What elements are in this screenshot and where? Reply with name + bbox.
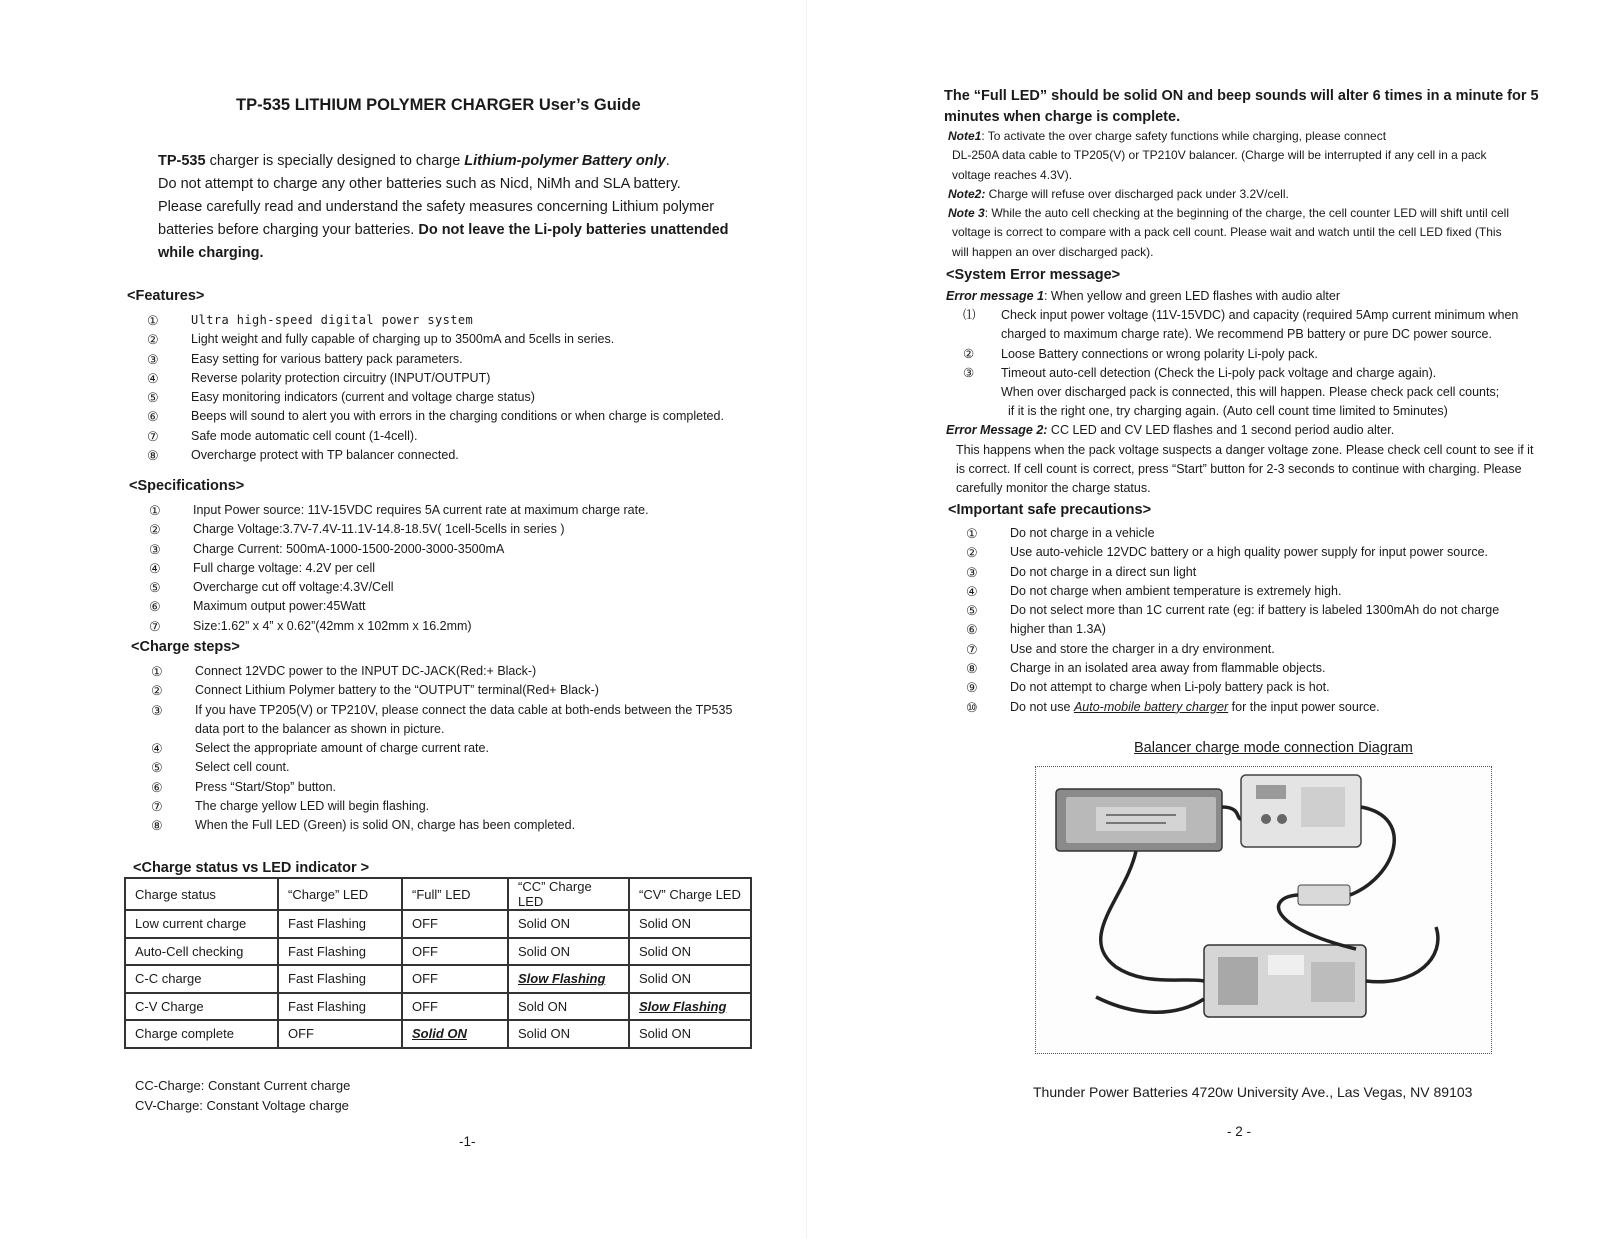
- specifications-list: [147, 501, 787, 636]
- balancer-connection-diagram: [1035, 766, 1492, 1054]
- item-text: Reverse polarity protection circuitry (INPUT/OUTPUT): [191, 370, 491, 385]
- list-item: [147, 501, 787, 520]
- item-text: Beeps will sound to alert you with errors in the charging conditions or when charge is completed.: [191, 409, 724, 424]
- charge-steps-list: [149, 662, 789, 836]
- table-header-cell: “CC” Charge LED: [508, 878, 629, 910]
- item-number: ③: [149, 541, 161, 557]
- table-cell: Fast Flashing: [278, 993, 402, 1021]
- note-text: : To activate the over charge safety functions while charging, please connect: [981, 129, 1387, 143]
- abbreviation-cc: CC-Charge: Constant Current charge: [135, 1078, 351, 1093]
- item-number: ①: [151, 664, 163, 679]
- list-item-cont: [149, 720, 789, 739]
- table-cell: OFF: [278, 1020, 402, 1048]
- list-item: [147, 540, 787, 559]
- table-cell: Low current charge: [125, 910, 278, 938]
- item-text: Easy setting for various battery pack parameters.: [191, 351, 463, 366]
- item-number: ④: [966, 583, 978, 599]
- item-text: When over discharged pack is connected, this will happen. Please check pack cell counts;: [1001, 385, 1500, 400]
- intro-line1: charger is specially designed to charge: [205, 153, 465, 169]
- full-led-header: [944, 86, 1584, 128]
- list-item: [964, 659, 1604, 678]
- table-header-cell: “CV” Charge LED: [629, 878, 751, 910]
- list-item: [147, 578, 787, 597]
- page-2: [807, 0, 1614, 1239]
- item-text: higher than 1.3A): [1010, 622, 1106, 637]
- item-number: ⑥: [151, 779, 163, 795]
- item-text: Light weight and fully capable of charging up to 3500mA and 5cells in series.: [191, 332, 615, 347]
- led-status-table: [124, 877, 752, 1049]
- list-item: [149, 681, 789, 700]
- table-cell: OFF: [402, 993, 508, 1021]
- intro-warning: Do not leave the Li-poly batteries unattended: [418, 222, 729, 238]
- table-row: [125, 910, 751, 938]
- abbreviations: [135, 1076, 350, 1116]
- table-header-cell: “Charge” LED: [278, 878, 402, 910]
- table-cell: Auto-Cell checking: [125, 938, 278, 966]
- data-cable-connector-icon: [1298, 885, 1350, 905]
- intro-line3: Please carefully read and understand the safety measures concerning Lithium polymer: [158, 199, 715, 215]
- item-number: ②: [149, 522, 161, 538]
- item-number: ⑥: [149, 599, 161, 615]
- list-item: [946, 364, 1591, 383]
- note3-label: Note 3: [948, 206, 985, 221]
- item-text-end: for the input power source.: [1228, 699, 1380, 714]
- table-header-cell: Charge status: [125, 878, 278, 910]
- table-cell: [629, 993, 751, 1021]
- item-number: ②: [147, 332, 159, 348]
- list-item: [964, 620, 1604, 639]
- item-text: Ultra high-speed digital power system: [191, 313, 474, 327]
- item-text: Connect Lithium Polymer battery to the “OUTPUT” terminal(Red+ Black-): [195, 683, 599, 698]
- table-cell: Charge complete: [125, 1020, 278, 1048]
- header-line: The “Full LED” should be solid ON and beep sounds will alter 6 times in a minute for 5: [944, 88, 1539, 104]
- item-number: ③: [151, 702, 163, 718]
- charge-steps-heading: <Charge steps>: [131, 639, 240, 655]
- note2-label: Note2:: [948, 186, 986, 201]
- item-text: If you have TP205(V) or TP210V, please connect the data cable at both-ends between the TP535: [195, 702, 733, 717]
- note-text: voltage is correct to compare with a pack cell count. Please wait and watch until the cell LED fixed (This: [952, 225, 1502, 240]
- list-item: [145, 446, 785, 465]
- item-text: Do not charge in a vehicle: [1010, 526, 1155, 540]
- intro-paragraph: [158, 150, 778, 265]
- item-text: Do not attempt to charge when Li-poly battery pack is hot.: [1010, 680, 1330, 695]
- list-item: [147, 559, 787, 578]
- table-row: [125, 965, 751, 993]
- table-cell: Solid ON: [629, 938, 751, 966]
- item-text: When the Full LED (Green) is solid ON, charge has been completed.: [195, 818, 576, 833]
- table-cell: Solid ON: [629, 965, 751, 993]
- item-text: Easy monitoring indicators (current and voltage charge status): [191, 390, 535, 405]
- item-text-start: Do not use: [1010, 699, 1074, 714]
- table-row: [125, 993, 751, 1021]
- list-item: [964, 582, 1604, 601]
- intro-line1-end: .: [665, 153, 670, 169]
- item-text: Timeout auto-cell detection (Check the Li-poly pack voltage and charge again).: [1001, 365, 1437, 380]
- company-footer: Thunder Power Batteries 4720w University Ave., Las Vegas, NV 89103: [1033, 1084, 1473, 1100]
- item-number: ⑤: [151, 760, 163, 776]
- list-item: [946, 345, 1591, 364]
- table-cell: OFF: [402, 965, 508, 993]
- intro-line2: Do not attempt to charge any other batteries such as Nicd, NiMh and SLA battery.: [158, 176, 681, 192]
- list-item: [964, 698, 1604, 717]
- table-cell: Fast Flashing: [278, 965, 402, 993]
- list-item: [149, 662, 789, 681]
- item-text: Do not charge in a direct sun light: [1010, 564, 1197, 579]
- table-cell: Solid ON: [508, 1020, 629, 1048]
- features-list: [145, 311, 785, 465]
- balancer-device-icon: [1241, 775, 1361, 847]
- header-line: minutes when charge is complete.: [944, 109, 1181, 125]
- table-cell: Solid ON: [629, 1020, 751, 1048]
- table-header-cell: “Full” LED: [402, 878, 508, 910]
- diagram-title: Balancer charge mode connection Diagram: [1134, 740, 1413, 756]
- led-table-heading: <Charge status vs LED indicator >: [133, 860, 370, 876]
- list-item: [145, 350, 785, 369]
- emphasized-value: Solid ON: [412, 1026, 467, 1042]
- abbreviation-cv: CV-Charge: Constant Voltage charge: [135, 1098, 349, 1113]
- item-number: ⑦: [147, 428, 159, 444]
- system-error-block: [946, 287, 1591, 498]
- item-text: Overcharge protect with TP balancer connected.: [191, 448, 459, 463]
- item-number: ⑥: [966, 622, 978, 638]
- table-header-row: [125, 878, 751, 910]
- list-item: [145, 369, 785, 388]
- item-number: ⑧: [966, 661, 978, 677]
- table-row: [125, 938, 751, 966]
- item-number: ⑤: [147, 390, 159, 406]
- item-text: Charge Current: 500mA-1000-1500-2000-3000-3500mA: [193, 541, 505, 556]
- list-item: [147, 520, 787, 539]
- features-heading: <Features>: [127, 288, 205, 304]
- item-number: ⑧: [147, 448, 159, 464]
- item-text: Size:1.62” x 4” x 0.62”(42mm x 102mm x 16.2mm): [193, 618, 472, 633]
- list-item: [964, 678, 1604, 697]
- error-text: is correct. If cell count is correct, press “Start” button for 2-3 seconds to continue with charging. Please: [956, 461, 1522, 476]
- table-cell: Solid ON: [508, 938, 629, 966]
- precautions-list: [964, 524, 1604, 717]
- note-text: DL-250A data cable to TP205(V) or TP210V balancer. (Charge will be interrupted if any cell in a pack: [952, 148, 1487, 163]
- notes-block: [948, 127, 1588, 262]
- item-text: Safe mode automatic cell count (1-4cell).: [191, 428, 418, 443]
- item-number: ④: [149, 560, 161, 576]
- charger-device-icon: [1204, 945, 1366, 1017]
- specifications-heading: <Specifications>: [129, 478, 245, 494]
- table-cell: OFF: [402, 910, 508, 938]
- list-item: [964, 524, 1604, 543]
- error-text: This happens when the pack voltage suspects a danger voltage zone. Please check cell count to see if it: [956, 442, 1534, 457]
- list-item: [149, 701, 789, 720]
- table-cell: Solid ON: [508, 910, 629, 938]
- item-number: ②: [966, 545, 978, 561]
- error1-label: Error message 1: [946, 289, 1044, 303]
- item-number: ⑦: [966, 641, 978, 657]
- table-cell: [402, 1020, 508, 1048]
- list-item: [147, 617, 787, 636]
- emphasized-value: Slow Flashing: [518, 971, 606, 987]
- item-number: ⑥: [147, 409, 159, 425]
- system-error-heading: <System Error message>: [946, 267, 1121, 283]
- table-cell: [508, 965, 629, 993]
- error-text: carefully monitor the charge status.: [956, 481, 1151, 496]
- item-number: ③: [147, 351, 159, 367]
- item-number: ①: [149, 503, 161, 518]
- item-text: Do not charge when ambient temperature is extremely high.: [1010, 583, 1342, 598]
- table-cell: Fast Flashing: [278, 910, 402, 938]
- item-number: ②: [151, 683, 163, 699]
- item-text: Charge Voltage:3.7V-7.4V-11.1V-14.8-18.5V( 1cell-5cells in series ): [193, 522, 565, 537]
- list-item: [145, 427, 785, 446]
- item-text: Charge in an isolated area away from flammable objects.: [1010, 661, 1326, 676]
- table-cell: C-V Charge: [125, 993, 278, 1021]
- item-number: ①: [966, 526, 978, 541]
- error-text: : When yellow and green LED flashes with audio alter: [1043, 289, 1340, 303]
- item-text: data port to the balancer as shown in picture.: [195, 721, 445, 736]
- item-number: ④: [147, 370, 159, 386]
- page-number: -1-: [459, 1134, 476, 1149]
- item-text: Loose Battery connections or wrong polarity Li-poly pack.: [1001, 346, 1318, 361]
- item-number: ⑦: [149, 618, 161, 634]
- list-item: [147, 597, 787, 616]
- item-text: Press “Start/Stop” button.: [195, 779, 337, 794]
- list-item: [946, 306, 1591, 325]
- error2-label: Error Message 2:: [946, 423, 1048, 438]
- list-item: [149, 758, 789, 777]
- item-text: Input Power source: 11V-15VDC requires 5A current rate at maximum charge rate.: [193, 503, 649, 517]
- item-text: Full charge voltage: 4.2V per cell: [193, 560, 376, 575]
- list-item: [964, 601, 1604, 620]
- item-text: Connect 12VDC power to the INPUT DC-JACK(Red:+ Black-): [195, 664, 537, 678]
- item-text: [1010, 698, 1604, 717]
- list-item: [149, 797, 789, 816]
- table-cell: Solid ON: [629, 910, 751, 938]
- item-text: Check input power voltage (11V-15VDC) and capacity (required 5Amp current minimum when: [1001, 308, 1519, 323]
- list-item: [145, 330, 785, 349]
- intro-line4: batteries before charging your batteries.: [158, 222, 419, 238]
- item-number: ⑧: [151, 818, 163, 834]
- error-text: CC LED and CV LED flashes and 1 second period audio alter.: [1047, 423, 1395, 438]
- note-text: Charge will refuse over discharged pack under 3.2V/cell.: [985, 186, 1289, 201]
- item-number: ②: [963, 346, 975, 361]
- item-number: ④: [151, 741, 163, 757]
- item-text: Overcharge cut off voltage:4.3V/Cell: [193, 580, 394, 595]
- list-item: [149, 816, 789, 835]
- item-number: ⑴: [963, 308, 976, 323]
- intro-warning-cont: while charging.: [158, 245, 264, 261]
- item-text: The charge yellow LED will begin flashing.: [195, 799, 430, 814]
- item-number: ①: [147, 313, 159, 328]
- list-item: [149, 778, 789, 797]
- item-text: Select cell count.: [195, 760, 290, 775]
- note-text: voltage reaches 4.3V).: [952, 167, 1073, 182]
- list-item: [145, 388, 785, 407]
- item-text: Use auto-vehicle 12VDC battery or a high quality power supply for input power source.: [1010, 545, 1489, 560]
- note-text: : While the auto cell checking at the beginning of the charge, the cell counter LED will shift until cell: [984, 206, 1509, 221]
- list-item: [145, 311, 785, 330]
- item-number: ⑤: [149, 580, 161, 596]
- note1-label: Note1: [948, 129, 982, 143]
- item-text: Do not select more than 1C current rate (eg: if battery is labeled 1300mAh do not charge: [1010, 603, 1500, 618]
- item-text: charged to maximum charge rate). We recommend PB battery or pure DC power source.: [1001, 327, 1492, 342]
- auto-mobile-charger-term: Auto-mobile battery charger: [1073, 699, 1229, 714]
- battery-pack-icon: [1056, 789, 1222, 851]
- emphasized-value: Slow Flashing: [639, 998, 727, 1014]
- table-cell: C-C charge: [125, 965, 278, 993]
- item-number: ③: [963, 365, 975, 380]
- item-number: ⑦: [151, 799, 163, 815]
- item-text: Maximum output power:45Watt: [193, 599, 366, 614]
- precautions-heading: <Important safe precautions>: [948, 502, 1152, 518]
- table-cell: Fast Flashing: [278, 938, 402, 966]
- list-item: [149, 739, 789, 758]
- intro-emphasis: Lithium-polymer Battery only: [464, 153, 666, 169]
- table-cell: OFF: [402, 938, 508, 966]
- item-number: ⑨: [966, 680, 978, 696]
- item-number: ⑤: [966, 603, 978, 619]
- item-text: Use and store the charger in a dry environment.: [1010, 641, 1275, 656]
- page-number: - 2 -: [1227, 1124, 1252, 1139]
- diagram-photo: [1036, 767, 1490, 1052]
- table-row: [125, 1020, 751, 1048]
- item-text: if it is the right one, try charging again. (Auto cell count time limited to 5minutes): [1008, 404, 1448, 419]
- item-text: Select the appropriate amount of charge current rate.: [195, 741, 489, 756]
- list-item: [964, 563, 1604, 582]
- note-text: will happen an over discharged pack).: [952, 244, 1154, 259]
- table-cell: Sold ON: [508, 993, 629, 1021]
- page-title: TP-535 LITHIUM POLYMER CHARGER User’s Guide: [236, 96, 641, 114]
- item-number: ⑩: [966, 699, 978, 715]
- list-item: [145, 407, 785, 426]
- list-item: [964, 543, 1604, 562]
- item-number: ③: [966, 564, 978, 580]
- intro-brand: TP-535: [158, 153, 206, 169]
- list-item: [964, 640, 1604, 659]
